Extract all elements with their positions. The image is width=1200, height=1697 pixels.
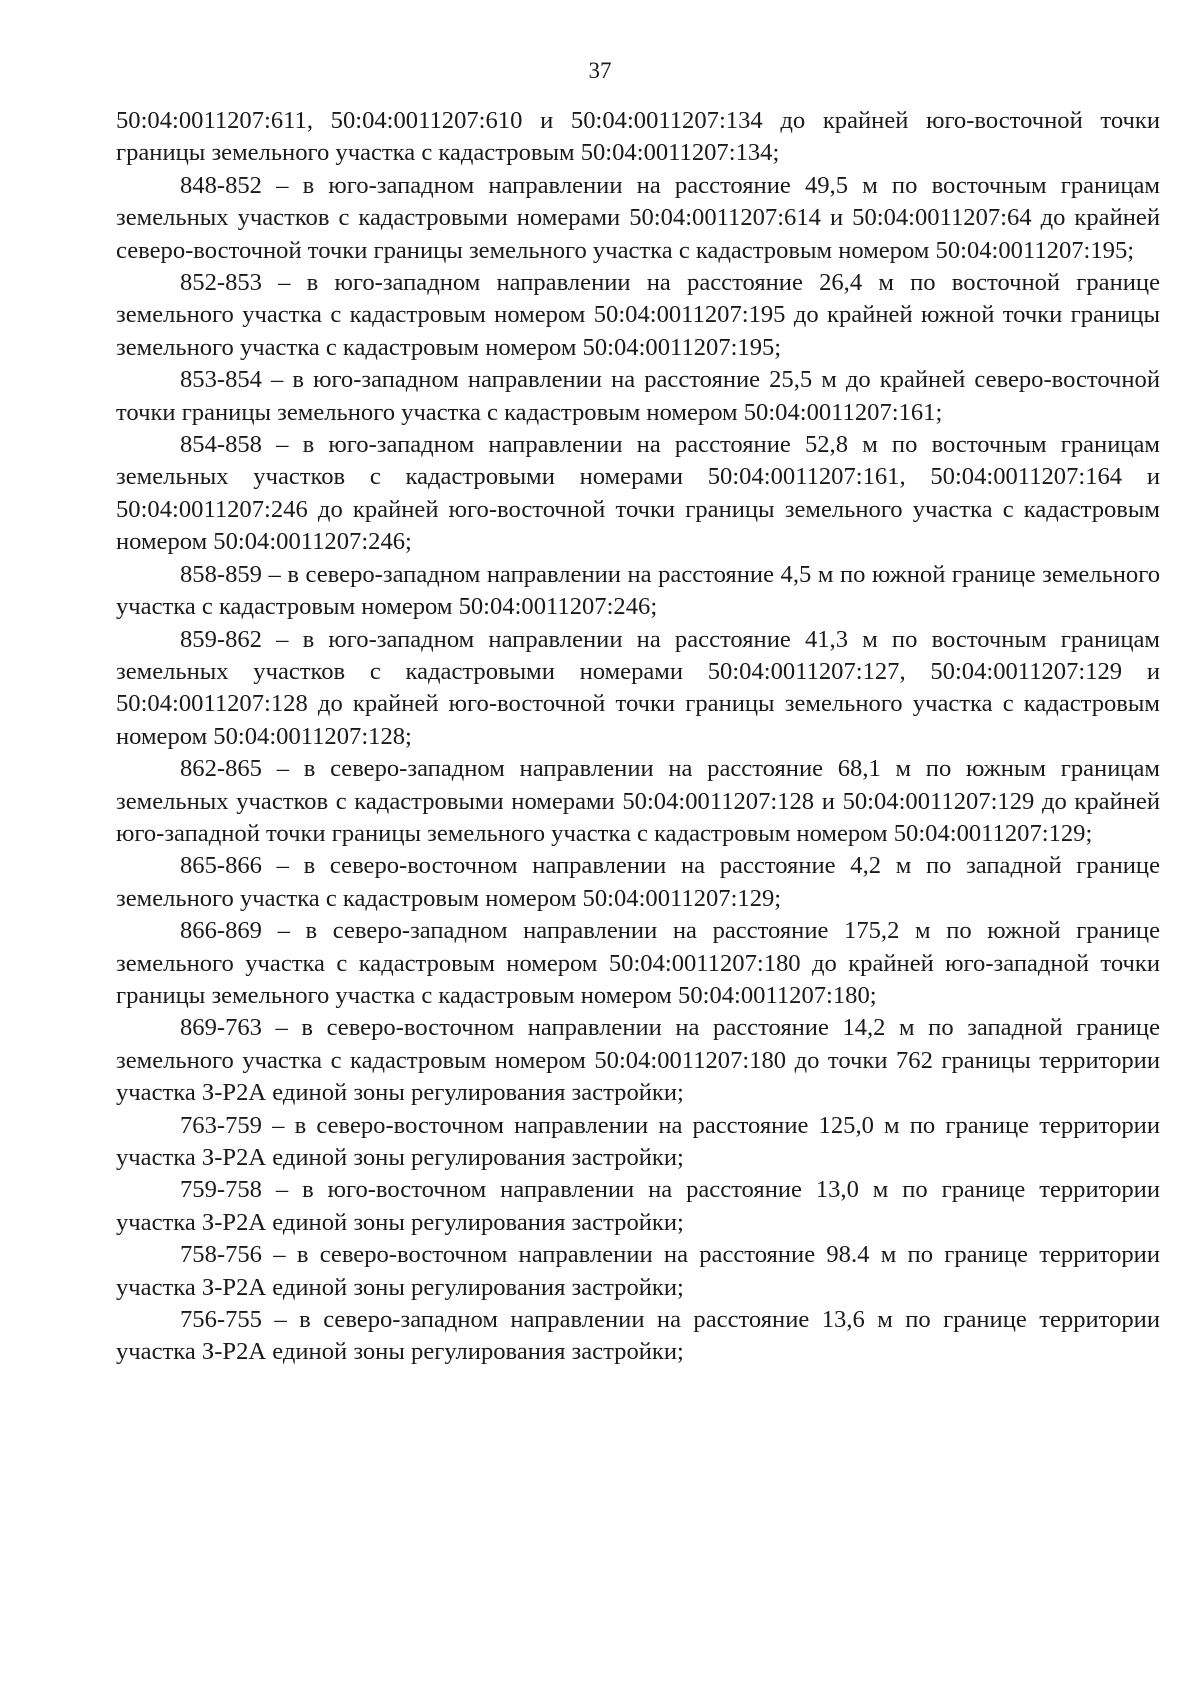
paragraph-segment-869-763: 869-763 – в северо-восточном направлении на расстояние 14,2 м по западной границе земельного участка с кадастровым номером 50:04:0011207:180 до точки 762 границы территории участка З-Р2А единой зоны регулирования застройки; [116,1014,1160,1107]
paragraph-segment-853-854: 853-854 – в юго-западном направлении на расстояние 25,5 м до крайней северо-восточной точки границы земельного участка с кадастровым номером 50:04:0011207:161; [116,366,1160,426]
paragraph-segment-866-869: 866-869 – в северо-западном направлении на расстояние 175,2 м по южной границе земельного участка с кадастровым номером 50:04:0011207:180 до крайней юго-западной точки границы земельного участка с кадастровым номером 50:04:0011207:180; [116,917,1160,1009]
paragraph-segment-865-866: 865-866 – в северо-восточном направлении на расстояние 4,2 м по западной границе земельного участка с кадастровым номером 50:04:0011207:129; [116,852,1160,912]
paragraph-segment-854-858: 854-858 – в юго-западном направлении на расстояние 52,8 м по восточным границам земельных участков с кадастровыми номерами 50:04:0011207:161, 50:04:0011207:164 и 50:04:0011207:246 до крайней юго-восточной точки границы земельного участка с кадастровым номером 50:04:0011207:246; [116,431,1160,556]
paragraph-segment-852-853: 852-853 – в юго-западном направлении на расстояние 26,4 м по восточной границе земельного участка с кадастровым номером 50:04:0011207:195 до крайней южной точки границы земельного участка с кадастровым номером 50:04:0011207:195; [116,269,1160,361]
paragraph-segment-756-755: 756-755 – в северо-западном направлении на расстояние 13,6 м по границе территории участка З-Р2А единой зоны регулирования застройки; [116,1306,1160,1366]
paragraph-segment-862-865: 862-865 – в северо-западном направлении на расстояние 68,1 м по южным границам земельных участков с кадастровыми номерами 50:04:0011207:128 и 50:04:0011207:129 до крайней юго-западной точки границы земельного участка с кадастровым номером 50:04:0011207:129; [116,755,1160,847]
paragraph-segment-758-756: 758-756 – в северо-восточном направлении на расстояние 98.4 м по границе территории участка З-Р2А единой зоны регулирования застройки; [116,1241,1160,1301]
paragraph-segment-848-852: 848-852 – в юго-западном направлении на расстояние 49,5 м по восточным границам земельных участков с кадастровыми номерами 50:04:0011207:614 и 50:04:0011207:64 до крайней северо-восточной точки границы земельного участка с кадастровым номером 50:04:0011207:195; [116,171,1160,264]
paragraph-segment-859-862: 859-862 – в юго-западном направлении на расстояние 41,3 м по восточным границам земельных участков с кадастровыми номерами 50:04:0011207:127, 50:04:0011207:129 и 50:04:0011207:128 до крайней юго-восточной точки границы земельного участка с кадастровым номером 50:04:0011207:128; [116,625,1160,750]
paragraph-continuation: 50:04:0011207:611, 50:04:0011207:610 и 50:04:0011207:134 до крайней юго-восточной точки границы земельного участка с кадастровым 50:04:0011207:134; [116,107,1160,167]
page-number: 37 [588,58,612,83]
paragraph-segment-759-758: 759-758 – в юго-восточном направлении на расстояние 13,0 м по границе территории участка З-Р2А единой зоны регулирования застройки; [116,1176,1160,1236]
document-body [116,105,1160,1369]
paragraph-segment-858-859: 858-859 – в северо-западном направлении на расстояние 4,5 м по южной границе земельного участка с кадастровым номером 50:04:0011207:246; [116,560,1160,621]
paragraph-segment-763-759: 763-759 – в северо-восточном направлении на расстояние 125,0 м по границе территории участка З-Р2А единой зоны регулирования застройки; [116,1111,1160,1171]
